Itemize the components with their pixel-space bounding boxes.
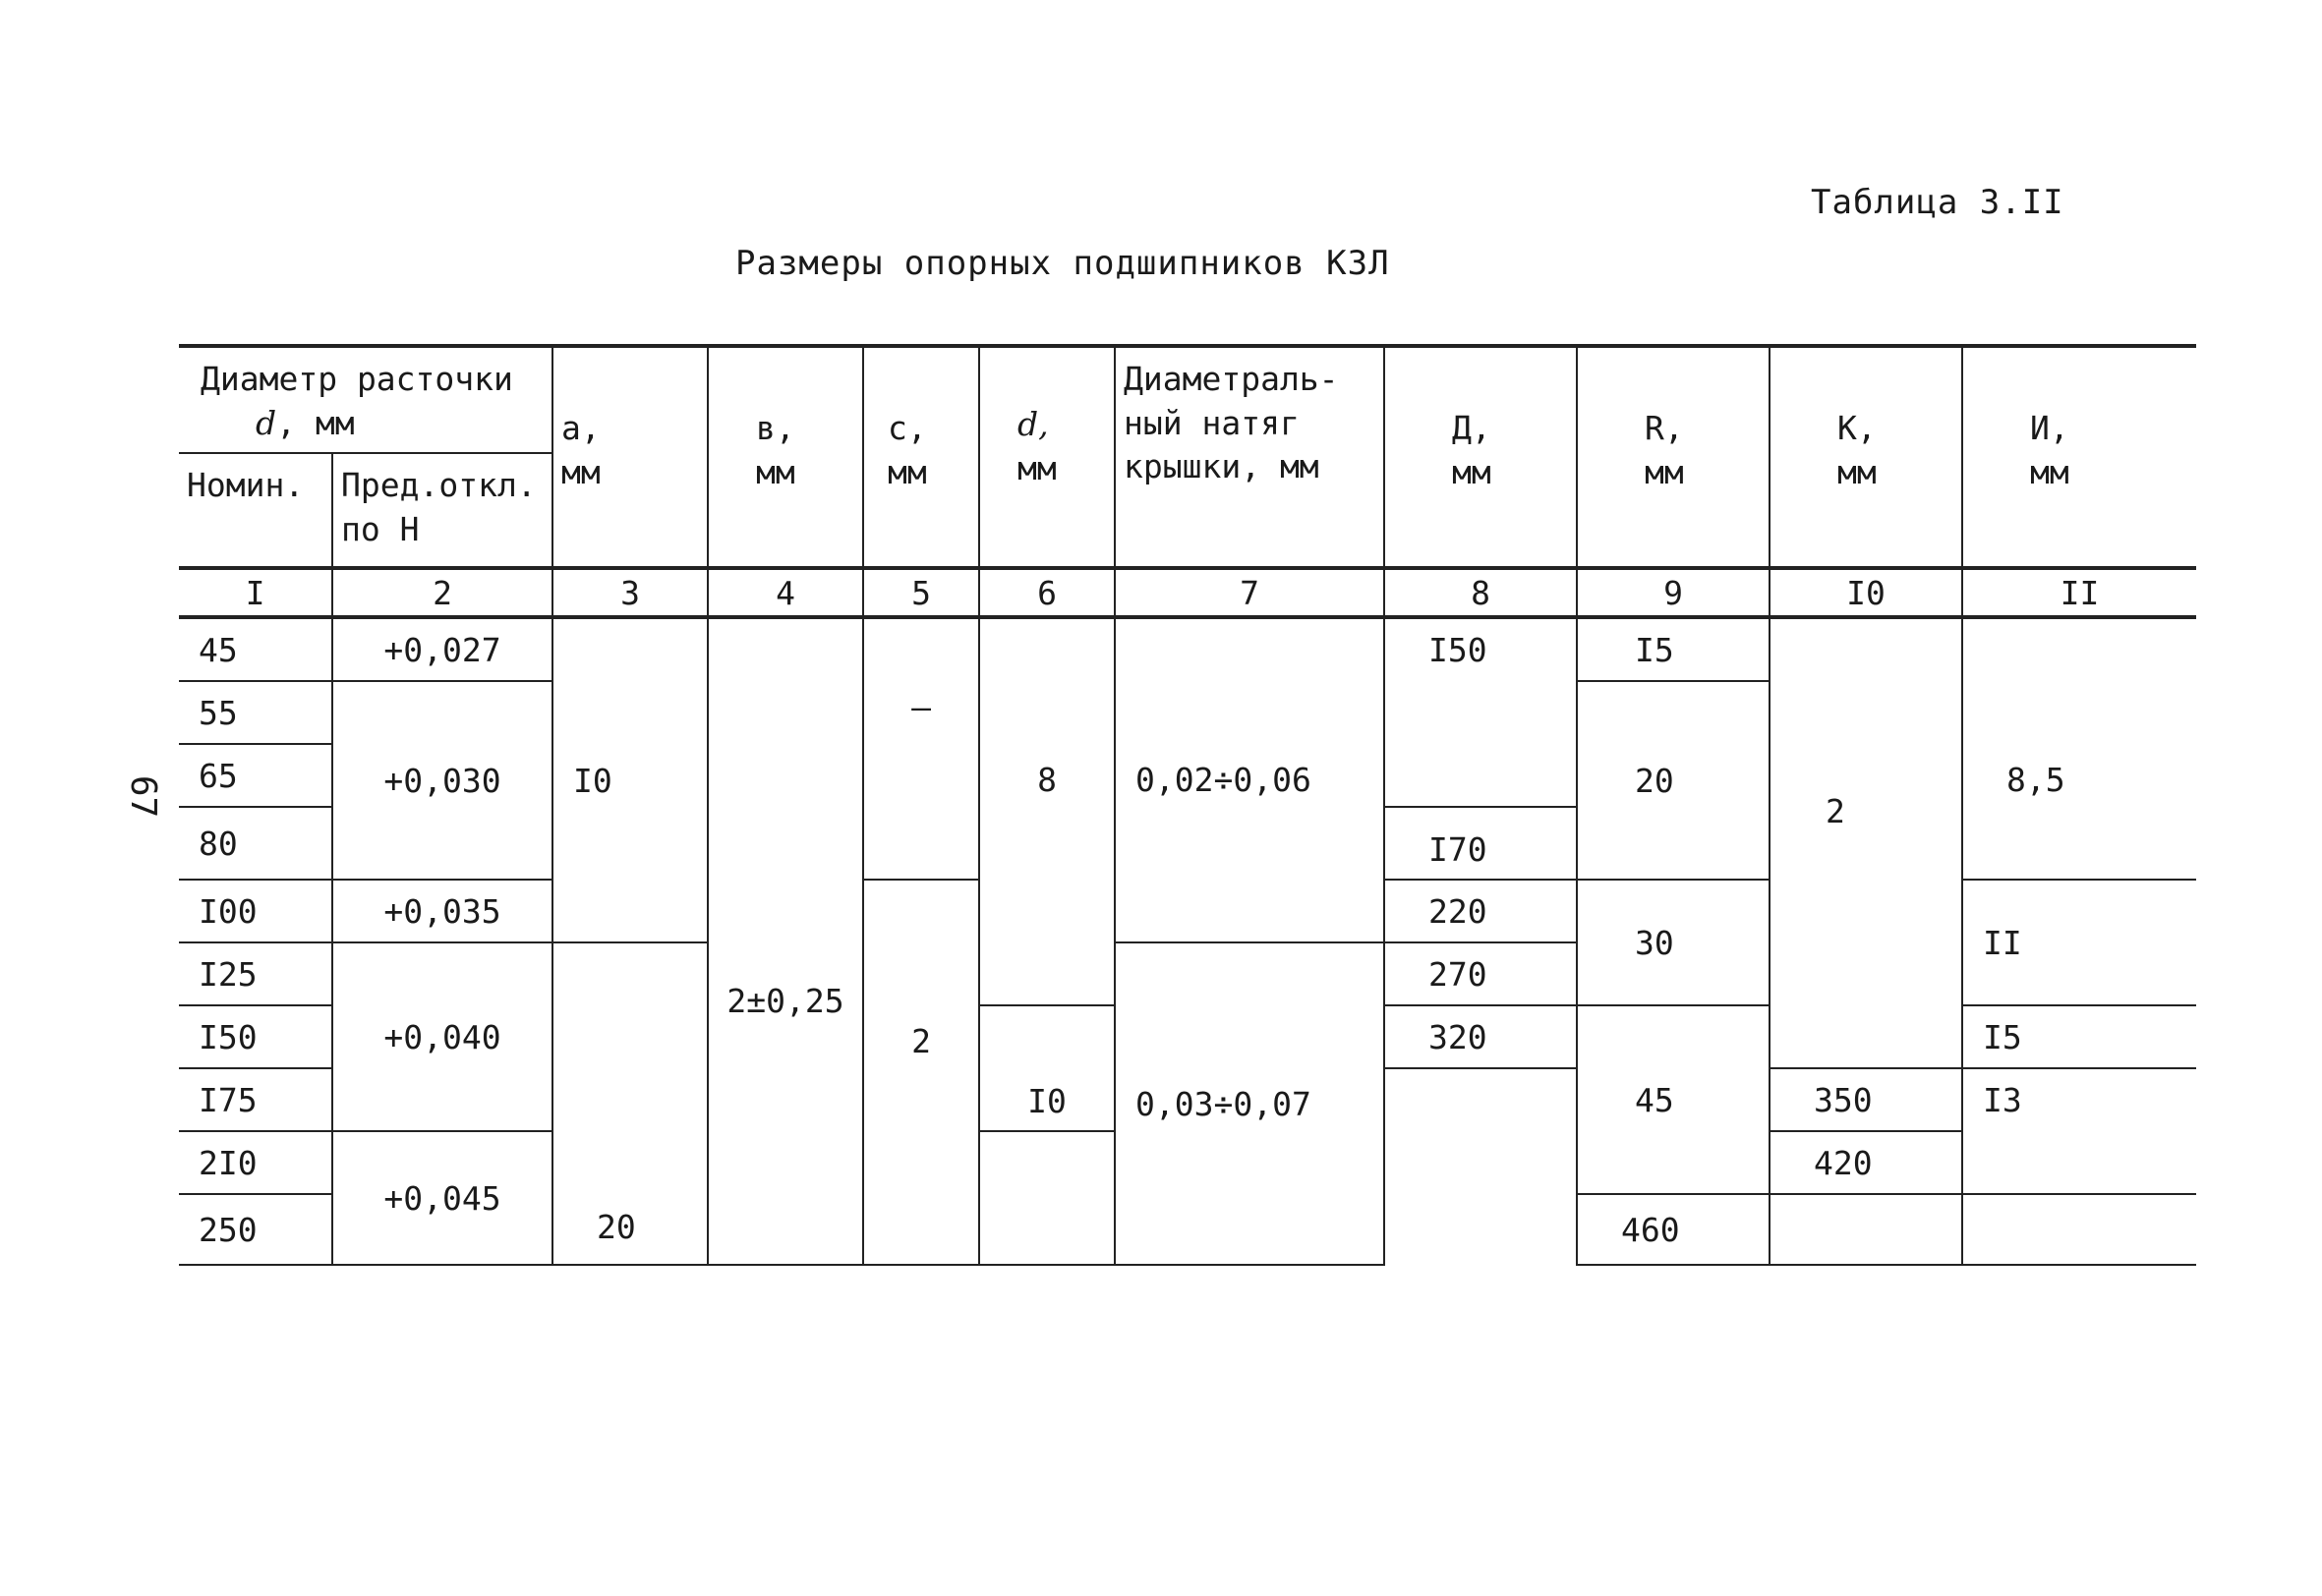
nominal-cell: 80	[179, 807, 332, 880]
col-number-5: 5	[863, 568, 979, 617]
D-cell: 220	[1384, 880, 1577, 942]
header-deviation-line2: по Н	[341, 509, 420, 548]
nominal-cell: 250	[179, 1194, 332, 1265]
col-number-1: I	[179, 568, 332, 617]
header-R-line1: R,	[1645, 409, 1684, 447]
header-b-line1: в,	[756, 409, 795, 447]
nominal-cell: I00	[179, 880, 332, 942]
col-number-11: II	[1962, 568, 2196, 617]
K-cell: 2	[1770, 617, 1962, 1068]
D-cell: 320	[1384, 1005, 1577, 1068]
header-a	[552, 346, 708, 568]
D-cell: 420	[1770, 1131, 1962, 1194]
deviation-cell: +0,045	[332, 1131, 552, 1265]
a-cell: I0	[552, 617, 708, 942]
I-cell: I3	[1962, 1068, 2196, 1194]
col-number-7: 7	[1115, 568, 1384, 617]
deviation-cell: +0,040	[332, 942, 552, 1131]
header-D-line1: Д,	[1452, 409, 1491, 447]
nominal-cell: 2I0	[179, 1131, 332, 1194]
header-d-symbol: d,	[1017, 405, 1049, 443]
header-K	[1770, 346, 1962, 568]
header-I	[1962, 346, 2196, 568]
nominal-cell: 55	[179, 681, 332, 744]
col-number-10: I0	[1770, 568, 1962, 617]
R-empty-cell	[1770, 1194, 1962, 1265]
deviation-cell: +0,035	[332, 880, 552, 942]
col-number-3: 3	[552, 568, 708, 617]
header-bore-diameter-line1: Диаметр расточки	[201, 360, 513, 398]
d-empty-cell	[979, 1131, 1115, 1265]
header-deviation-line1: Пред.откл.	[341, 466, 537, 504]
header-nominal	[179, 453, 332, 568]
bearing-dimensions-table-wrap	[179, 344, 2196, 1266]
header-c-line2: мм	[888, 452, 927, 491]
header-c-line1: с,	[888, 409, 927, 447]
deviation-cell: +0,027	[332, 617, 552, 681]
c-cell: 2	[863, 880, 979, 1265]
tension-cell: 0,03÷0,07	[1115, 942, 1384, 1265]
header-a-line1: а,	[561, 409, 601, 447]
col-number-8: 8	[1384, 568, 1577, 617]
c-cell: –	[863, 617, 979, 880]
K-empty-cell	[1384, 1068, 1577, 1265]
I-cell: II	[1962, 880, 2196, 1005]
header-bore-diameter-unit: , мм	[276, 403, 355, 442]
header-tension-line2: ный натяг	[1124, 403, 1300, 442]
header-b	[708, 346, 863, 568]
header-d	[979, 346, 1115, 568]
nominal-cell: 65	[179, 744, 332, 807]
D-cell: I50	[1384, 617, 1577, 807]
header-tension	[1115, 346, 1384, 568]
header-K-line1: К,	[1837, 409, 1877, 447]
R-cell: I5	[1577, 617, 1770, 681]
header-tension-line1: Диаметраль-	[1124, 360, 1339, 398]
D-cell: 460	[1577, 1194, 1770, 1265]
header-K-line2: мм	[1837, 452, 1877, 491]
header-a-line2: мм	[561, 452, 601, 491]
table-caption: Размеры опорных подшипников КЗЛ	[735, 244, 1390, 283]
bearing-dimensions-table	[179, 344, 2196, 1266]
nominal-cell: I75	[179, 1068, 332, 1131]
header-tension-line3: крышки, мм	[1124, 447, 1319, 486]
table-row	[179, 617, 2196, 681]
D-cell: 350	[1770, 1068, 1962, 1131]
col-number-2: 2	[332, 568, 552, 617]
I-cell: I5	[1962, 1005, 2196, 1068]
header-bore-diameter-symbol: d	[256, 403, 277, 442]
header-row-1	[179, 346, 2196, 453]
R-cell: 20	[1577, 681, 1770, 880]
header-d-line2: мм	[1017, 448, 1057, 487]
nominal-cell: I25	[179, 942, 332, 1005]
a-cell: 20	[552, 942, 708, 1265]
table-number: Таблица 3.II	[1811, 183, 2064, 222]
D-cell: 270	[1384, 942, 1577, 1005]
header-D-line2: мм	[1452, 452, 1491, 491]
d-cell: I0	[979, 1005, 1115, 1131]
header-c	[863, 346, 979, 568]
header-I-line2: мм	[2030, 452, 2069, 491]
header-R	[1577, 346, 1770, 568]
nominal-cell: I50	[179, 1005, 332, 1068]
deviation-cell: +0,030	[332, 681, 552, 880]
D-cell: I70	[1384, 807, 1577, 880]
header-I-line1: И,	[2030, 409, 2069, 447]
header-nominal-label: Номин.	[187, 466, 305, 504]
R-cell: 30	[1577, 880, 1770, 1005]
col-number-6: 6	[979, 568, 1115, 617]
b-cell: 2±0,25	[708, 617, 863, 1265]
header-deviation	[332, 453, 552, 568]
R-cell: 45	[1577, 1005, 1770, 1194]
tension-cell: 0,02÷0,06	[1115, 617, 1384, 942]
I-cell: 8,5	[1962, 617, 2196, 880]
nominal-cell: 45	[179, 617, 332, 681]
column-number-row	[179, 568, 2196, 617]
col-number-4: 4	[708, 568, 863, 617]
header-D	[1384, 346, 1577, 568]
header-bore-diameter	[179, 346, 552, 453]
header-R-line2: мм	[1645, 452, 1684, 491]
header-b-line2: мм	[756, 452, 795, 491]
d-cell: 8	[979, 617, 1115, 1005]
page-number: 67	[123, 774, 164, 819]
col-number-9: 9	[1577, 568, 1770, 617]
I-empty-cell	[1962, 1194, 2196, 1265]
